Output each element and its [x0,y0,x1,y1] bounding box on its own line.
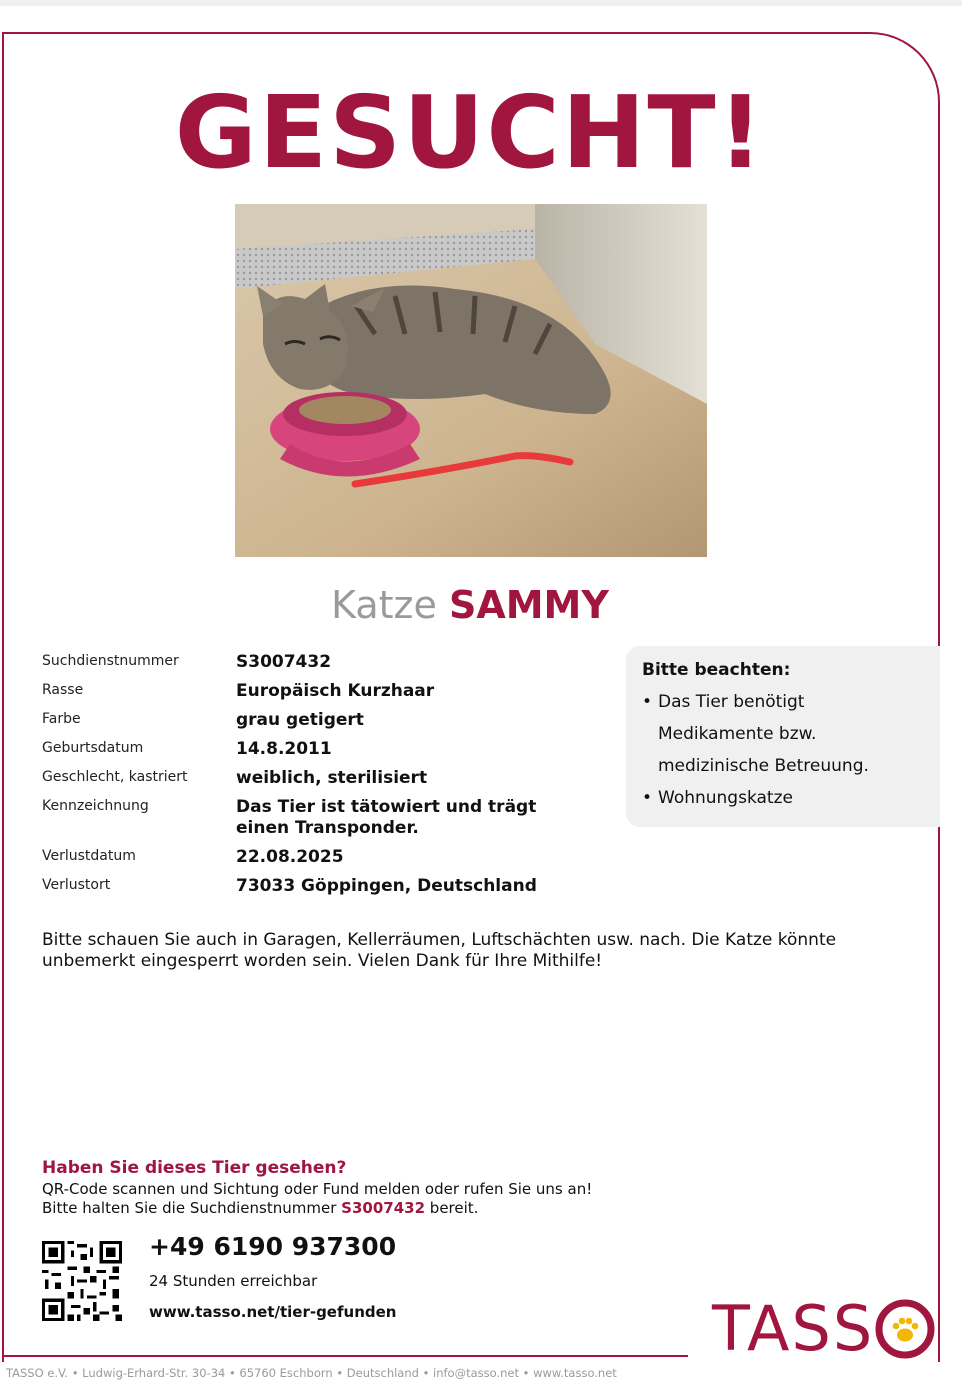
paw-icon [874,1298,936,1360]
fact-row [42,768,602,789]
notice-box [626,646,940,827]
fact-label: Suchdienstnummer [42,653,179,669]
fact-label: Geburtsdatum [42,740,144,756]
fact-value: 14.8.2011 [236,739,332,759]
qr-code-graphic [42,1241,122,1321]
frame-bottom-line [2,1355,688,1357]
website-link[interactable]: www.tasso.net/tier-gefunden [149,1303,397,1321]
notice-item: • Wohnungskatze [642,782,924,814]
availability-text: 24 Stunden erreichbar [149,1272,318,1290]
fact-label: Rasse [42,682,84,698]
fact-row [42,710,602,731]
poster-title: GESUCHT! [174,74,766,191]
fact-label: Kennzeichnung [42,798,149,814]
seen-line-2 [42,1199,592,1218]
top-strip [0,0,962,6]
fact-label: Verlustort [42,877,111,893]
cat-photo [235,204,707,557]
fact-value: weiblich, sterilisiert [236,768,428,788]
fact-row [42,797,602,839]
search-hint-paragraph: Bitte schauen Sie auch in Garagen, Kellerräumen, Luftschächten usw. nach. Die Katze könnte unbemerkt eingesperrt worden sein. Vielen Dank für Ihre Mithilfe! [42,930,837,971]
fact-row [42,847,602,868]
notice-item: • Das Tier benötigt Medikamente bzw. medizinische Betreuung. [642,686,898,782]
pet-name: SAMMY [448,583,609,627]
seen-line-2-end: bereit. [425,1199,479,1217]
seen-line-1: QR-Code scannen und Sichtung oder Fund melden oder rufen Sie uns an! [42,1180,593,1198]
tasso-logo [712,1292,936,1365]
fact-value: S3007432 [236,652,332,672]
pet-heading [0,580,940,630]
fact-label: Farbe [42,711,81,727]
fact-row [42,652,602,673]
phone-number[interactable]: +49 6190 937300 [149,1232,397,1261]
cat-photo-illustration [235,204,707,557]
seen-line-2-text: Bitte halten Sie die Suchdienstnummer [42,1199,342,1217]
notice-list [642,686,924,814]
qr-code-icon[interactable] [42,1241,122,1321]
footer-address: TASSO e.V. • Ludwig-Erhard-Str. 30-34 • 65760 Eschborn • Deutschland • info@tasso.net • www.tasso.net [6,1366,617,1380]
fact-row [42,681,602,702]
fact-row [42,739,602,760]
fact-value: 73033 Göppingen, Deutschland [236,876,537,896]
fact-value: Das Tier ist tätowiert und trägt einen Transponder. [236,797,537,838]
fact-value: 22.08.2025 [236,847,344,867]
fact-value: grau getigert [236,710,364,730]
fact-label: Verlustdatum [42,848,136,864]
pet-species: Katze [331,583,437,627]
fact-label: Geschlecht, kastriert [42,769,188,785]
fact-value: Europäisch Kurzhaar [236,681,435,701]
seen-heading: Haben Sie dieses Tier gesehen? [42,1158,347,1178]
fact-row [42,876,602,897]
facts-table [42,652,602,905]
notice-title: Bitte beachten: [642,660,791,680]
seen-instructions [42,1180,592,1218]
logo-wordmark: TASS [712,1292,875,1365]
seen-line-2-ref: S3007432 [341,1199,426,1217]
